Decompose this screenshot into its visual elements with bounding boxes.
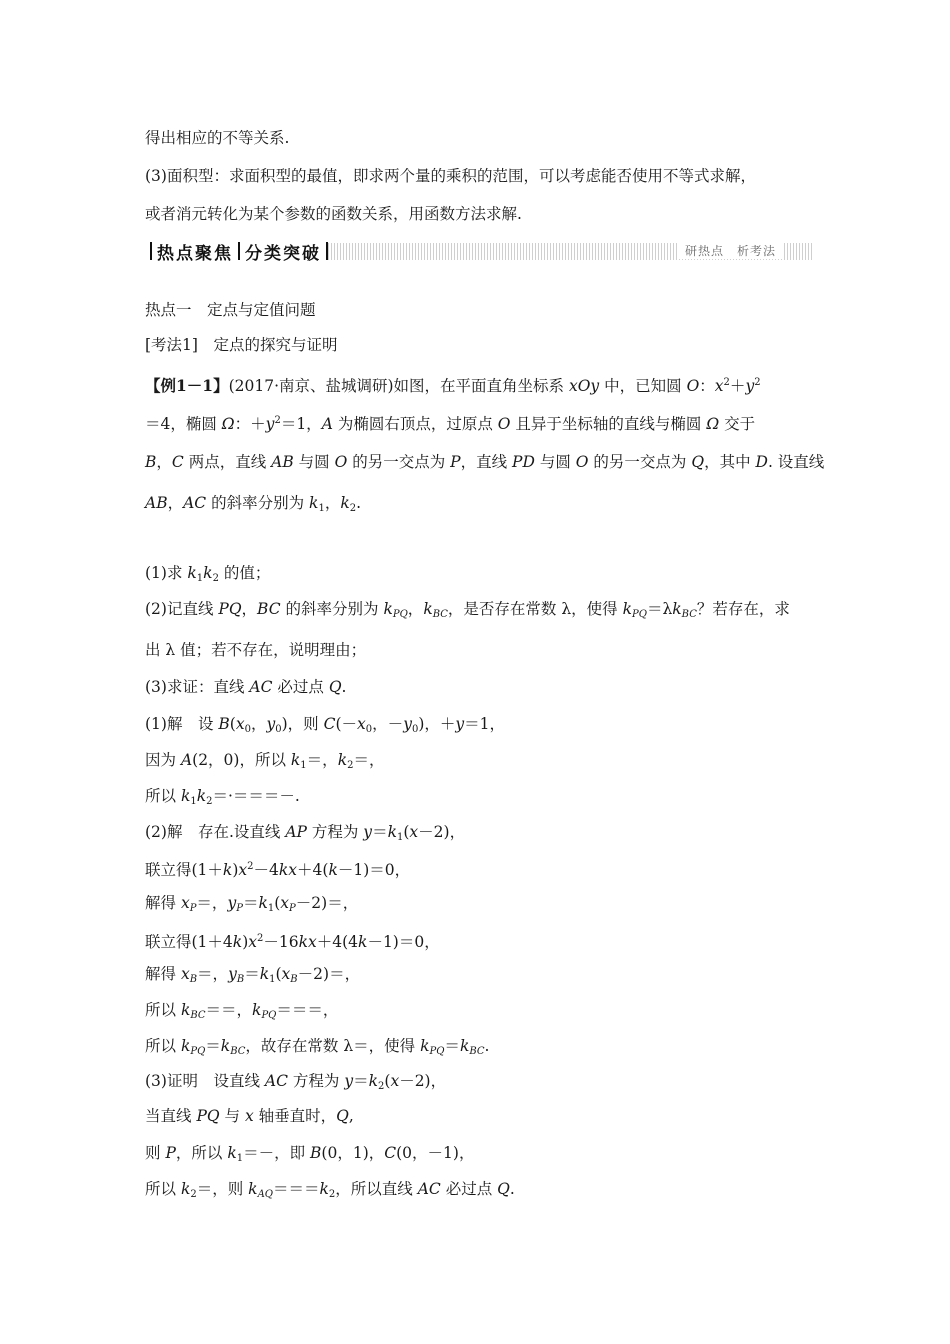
solution-1-line-2: 因为 A(2，0)，所以 $k_1=$，$k_2=$， [145, 751, 385, 771]
solution-2-line-5: 解得 $x_B=$，$y_B=k_1(x_B-2)=$， [145, 965, 361, 985]
question-3: (3)求证：直线 AC 必过点 Q. [145, 678, 347, 696]
example-line-2: ＝4，椭圆 Ω：$+y^2=1$，A 为椭圆右顶点，过原点 O 且异于坐标轴的直线与椭圆 Ω 交于 [145, 415, 756, 433]
banner-label [145, 238, 333, 264]
banner-part-1: 热点聚焦 [157, 243, 233, 264]
section-title: 热点一 定点与定值问题 [145, 301, 316, 319]
method-title: [考法1] 定点的探究与证明 [145, 336, 338, 354]
example-line-1: 【例1－1】(2017·南京、盐城调研)如图，在平面直角坐标系 xOy 中，已知圆 O：$x^2+y^2$ [145, 376, 761, 395]
example-source: (2017·南京、盐城调研) [228, 377, 394, 395]
banner-part-2: 分类突破 [245, 243, 321, 264]
solution-2-line-1: (2)解 存在.设直线 AP 方程为 $y=k_1(x-2)$， [145, 823, 466, 843]
intro-line-1: 得出相应的不等关系. [145, 129, 290, 147]
solution-3-line-4: 所以 $k_2=$，则 $k_{AQ}===k_2$，所以直线 AC 必过点 Q. [145, 1180, 515, 1200]
example-line-3: B，C 两点，直线 AB 与圆 O 的另一交点为 P，直线 PD 与圆 O 的另一交点为 Q，其中 D. 设直线 [145, 453, 825, 471]
solution-2-line-6: 所以 $k_{BC}==$，$k_{PQ}===$， [145, 1001, 339, 1021]
question-2-line-1: (2)记直线 PQ，BC 的斜率分别为 $k_{PQ}$，$k_{BC}$，是否存在常数 λ，使得 $k_{PQ}=\lambda k_{BC}$？若存在，求 [145, 600, 790, 620]
intro-line-3: 或者消元转化为某个参数的函数关系，用函数方法求解. [145, 205, 522, 223]
question-2-line-2: 出 λ 值；若不存在，说明理由； [145, 641, 367, 659]
solution-3-line-1: (3)证明 设直线 AC 方程为 $y=k_2(x-2)$， [145, 1072, 447, 1092]
solution-3-line-2: 当直线 PQ 与 x 轴垂直时，Q, [145, 1107, 354, 1125]
solution-1-line-3: 所以 $k_1k_2=\cdot===-$. [145, 787, 300, 807]
solution-1-line-1: (1)解 设 $B(x_0$，$y_0$)，则 $C(-x_0$，$-y_0$)，＋y＝1， [145, 715, 506, 735]
question-1: (1)求 $k_1k_2$ 的值； [145, 564, 271, 584]
solution-2-line-4: 联立得$(1+4k)x^2-16kx+4(4k-1)=0$， [145, 933, 440, 951]
example-line-4: AB，AC 的斜率分别为 $k_1$，$k_2$. [145, 494, 362, 514]
solution-2-line-3: 解得 $x_P=$，$y_P=k_1(x_P-2)=$， [145, 894, 359, 914]
section-banner [145, 238, 812, 264]
example-label: 【例1－1】 [145, 376, 229, 395]
solution-2-line-7: 所以 $k_{PQ}=k_{BC}$，故存在常数 λ＝，使得 $k_{PQ}=k_{BC}$. [145, 1037, 490, 1057]
intro-line-2: (3)面积型：求面积型的最值，即求两个量的乘积的范围，可以考虑能否使用不等式求解， [145, 167, 756, 185]
solution-2-line-2: 联立得$(1+k)x^2-4kx+4(k-1)=0$， [145, 861, 411, 879]
banner-tag: 研热点 析考法 [679, 242, 782, 259]
solution-3-line-3: 则 P，所以 $k_1=-$，即 B(0，1)，C(0，－1)， [145, 1144, 475, 1164]
